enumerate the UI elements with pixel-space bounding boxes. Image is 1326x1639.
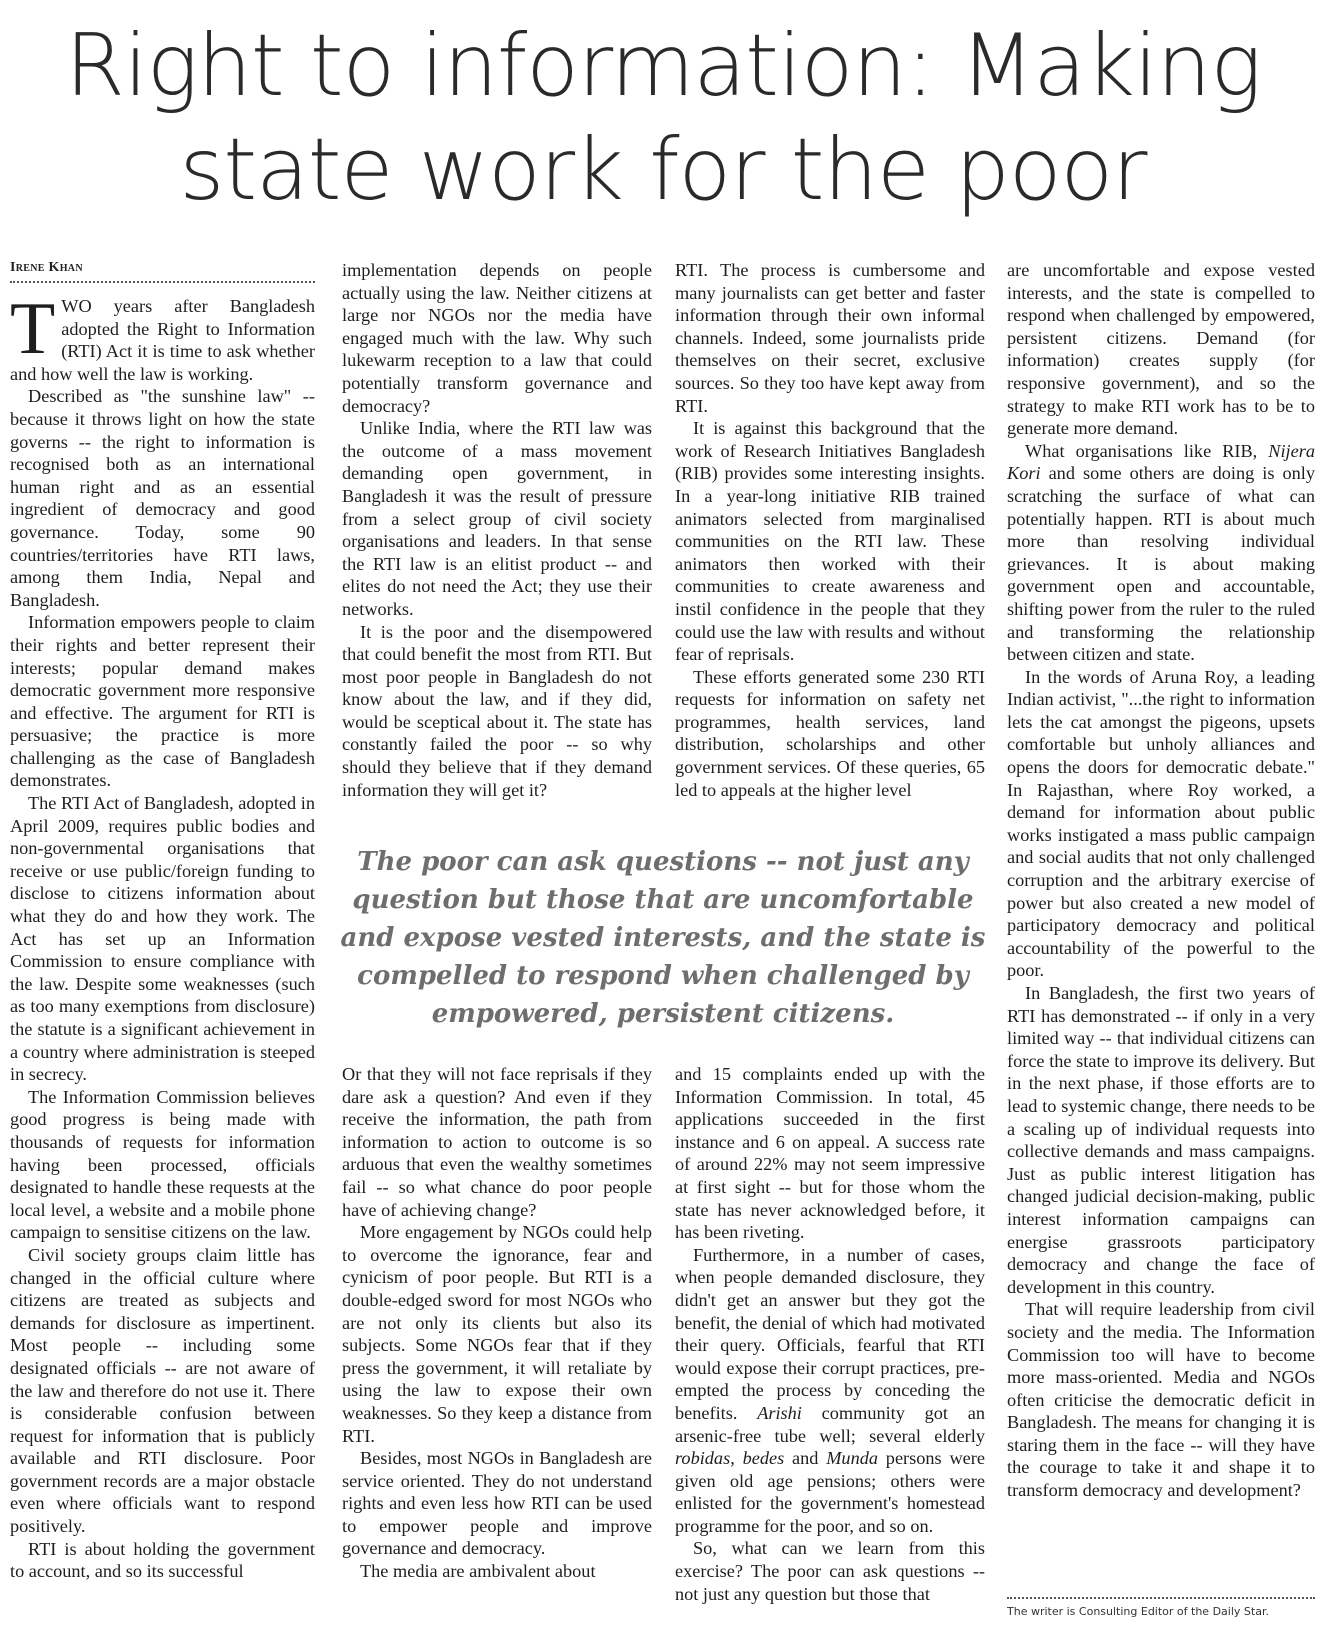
paragraph: Described as "the sunshine law" -- because it throws light on how the state governs -- the right to information is recognised both as an international human right and as an essential ingredient of democracy and good governance. Today, some 90 countries/territories have RTI laws, among them India, Nepal and Bangladesh. xyxy=(10,386,315,610)
column-4 xyxy=(1007,259,1315,1502)
paragraph: Unlike India, where the RTI law was the outcome of a mass movement demanding open government, in Bangladesh it was the result of pressure from a select group of civil society organisations and leaders. In that sense the RTI law is an elitist product -- and elites do not need the Act; they use their networks. xyxy=(342,418,652,619)
paragraph: implementation depends on people actually using the law. Neither citizens at large nor NGOs nor the media have engaged much with the law. Why such lukewarm reception to a law that could potentially transform governance and democracy? xyxy=(342,260,652,416)
column-2-bottom xyxy=(342,1063,652,1583)
drop-cap: T xyxy=(10,288,56,370)
paragraph: The RTI Act of Bangladesh, adopted in April 2009, requires public bodies and non-governmental organisations that receive or use public/foreign funding to disclose to citizens information about what they do and how they work. The Act has set up an Information Commission to ensure compliance with the law. Despite some weaknesses (such as too many exemptions from disclosure) the statute is a significant achievement in a country where administration is steeped in secrecy. xyxy=(10,793,315,1085)
paragraph: These efforts generated some 230 RTI requests for information on safety net programmes, health services, land distribution, scholarships and other government services. Of these queries, 65 led to appeals at the higher level xyxy=(675,666,985,800)
paragraph: What organisations like RIB, Nijera Kori and some others are doing is only scratching the surface of what can potentially happen. RTI is about much more than resolving individual grievances. It is about making government open and accountable, shifting power from the ruler to the ruled and transforming the relationship between citizen and state. xyxy=(1007,440,1315,665)
pull-quote: The poor can ask questions -- not just any question but those that are uncomfortable and expose vested interests, and the state is compelled to respond when challenged by empowered, persistent citizens. xyxy=(340,847,986,1029)
column-1 xyxy=(10,288,315,1583)
headline: Right to information: Making state work for the poor xyxy=(65,16,1261,220)
paragraph: Furthermore, in a number of cases, when people demanded disclosure, they didn't get an answer but they got the benefit, the denial of which had motivated their query. Officials, fearful that RTI would expose their corrupt practices, pre-empted the process by conceding the benefits. Arishi community got an arsenic-free tube well; several elderly robidas, bedes and Munda persons were given old age pensions; others were enlisted for the government's homestead programme for the poor, and so on. xyxy=(675,1244,985,1536)
paragraph: Or that they will not face reprisals if they dare ask a question? And even if they receive the information, the path from information to action to outcome is so arduous that even the wealthy sometimes fail -- so what chance do poor people have of achieving change? xyxy=(342,1064,652,1220)
paragraph: It is against this background that the work of Research Initiatives Bangladesh (RIB) provides some interesting insights. In a year-long initiative RIB trained animators selected from marginalised communities on the RTI law. These animators then worked with their communities to create awareness and instil confidence in the people that they could use the law with results and without fear of reprisals. xyxy=(675,418,985,665)
paragraph: TWO years after Bangladesh adopted the Right to Information (RTI) Act it is time to ask whether and how well the law is working. xyxy=(10,288,315,384)
paragraph: are uncomfortable and expose vested interests, and the state is compelled to respond when challenged by empowered, persistent citizens. Demand (for information) creates supply (for responsive government), and so the strategy to make RTI work has to be to generate more demand. xyxy=(1007,260,1315,439)
paragraph: In Bangladesh, the first two years of RTI has demonstrated -- if only in a very limited way -- that individual citizens can force the state to improve its delivery. But in the next phase, if those efforts are to lead to systemic change, there needs to be a scaling up of individual requests into collective demands and mass campaigns. Just as public interest litigation has changed judicial decision-making, public interest information campaigns can energise grassroots participatory democracy and change the face of development in this country. xyxy=(1007,983,1315,1297)
paragraph: Besides, most NGOs in Bangladesh are service oriented. They do not understand rights and even less how RTI can be used to empower people and improve governance and democracy. xyxy=(342,1448,652,1559)
author-footnote: The writer is Consulting Editor of the Daily Star. xyxy=(1007,1597,1315,1618)
paragraph: RTI is about holding the government to account, and so its successful xyxy=(10,1538,315,1582)
paragraph: So, what can we learn from this exercise? The poor can ask questions -- not just any question but those that xyxy=(675,1538,985,1604)
paragraph: More engagement by NGOs could help to overcome the ignorance, fear and cynicism of poor people. But RTI is a double-edged sword for most NGOs who are not only its clients but also its subjects. Some NGOs fear that if they press the government, it will retaliate by using the law to expose their own weaknesses. So they keep a distance from RTI. xyxy=(342,1222,652,1446)
column-3-top xyxy=(675,259,985,801)
paragraph: The Information Commission believes good progress is being made with thousands of requests for information having been processed, officials designated to handle these requests at the local level, a website and a mobile phone campaign to sensitise citizens on the law. xyxy=(10,1086,315,1243)
paragraph: Information empowers people to claim their rights and better represent their interests; popular demand makes democratic government more responsive and effective. The argument for RTI is persuasive; the practice is more challenging as the case of Bangladesh demonstrates. xyxy=(10,612,315,791)
paragraph: Civil society groups claim little has changed in the official culture where citizens are treated as subjects and demands for disclosure as impertinent. Most people -- including some designated officials -- are not aware of the law and therefore do not use it. There is considerable confusion between request for information that is publicly available and RTI disclosure. Poor government records are a major obstacle even where officials want to respond positively. xyxy=(10,1244,315,1537)
byline: Irene Khan xyxy=(10,260,315,283)
paragraph: The media are ambivalent about xyxy=(360,1561,596,1582)
column-2-top xyxy=(342,259,652,801)
paragraph: RTI. The process is cumbersome and many journalists can get better and faster information through their own informal channels. Indeed, some journalists pride themselves on their secret, exclusive sources. So they too have kept away from RTI. xyxy=(675,260,985,416)
paragraph: It is the poor and the disempowered that could benefit the most from RTI. But most poor people in Bangladesh do not know about the law, and if they did, would be sceptical about it. The state has constantly failed the poor -- so why should they believe that if they demand information they will get it? xyxy=(342,621,652,800)
paragraph: That will require leadership from civil society and the media. The Information Commission too will have to become more mass-oriented. Media and NGOs often criticise the democratic deficit in Bangladesh. The means for changing it is staring them in the face -- will they have the courage to take it and shape it to transform democracy and development? xyxy=(1007,1299,1315,1501)
paragraph: and 15 complaints ended up with the Information Commission. In total, 45 applications succeeded in the first instance and 6 on appeal. A success rate of around 22% may not seem impressive at first sight -- but for those whom the state has never acknowledged before, it has been riveting. xyxy=(675,1064,985,1243)
column-3-bottom xyxy=(675,1063,985,1605)
paragraph: In the words of Aruna Roy, a leading Indian activist, "...the right to information lets the cat amongst the pigeons, upsets comfortable but unholy alliances and opens the doors for democratic debate." In Rajasthan, where Roy worked, a demand for information about public works instigated a mass public campaign and social audits that not only challenged corruption and the arbitrary exercise of power but also created a new model of participatory democracy and political accountability of the powerful to the poor. xyxy=(1007,666,1315,981)
